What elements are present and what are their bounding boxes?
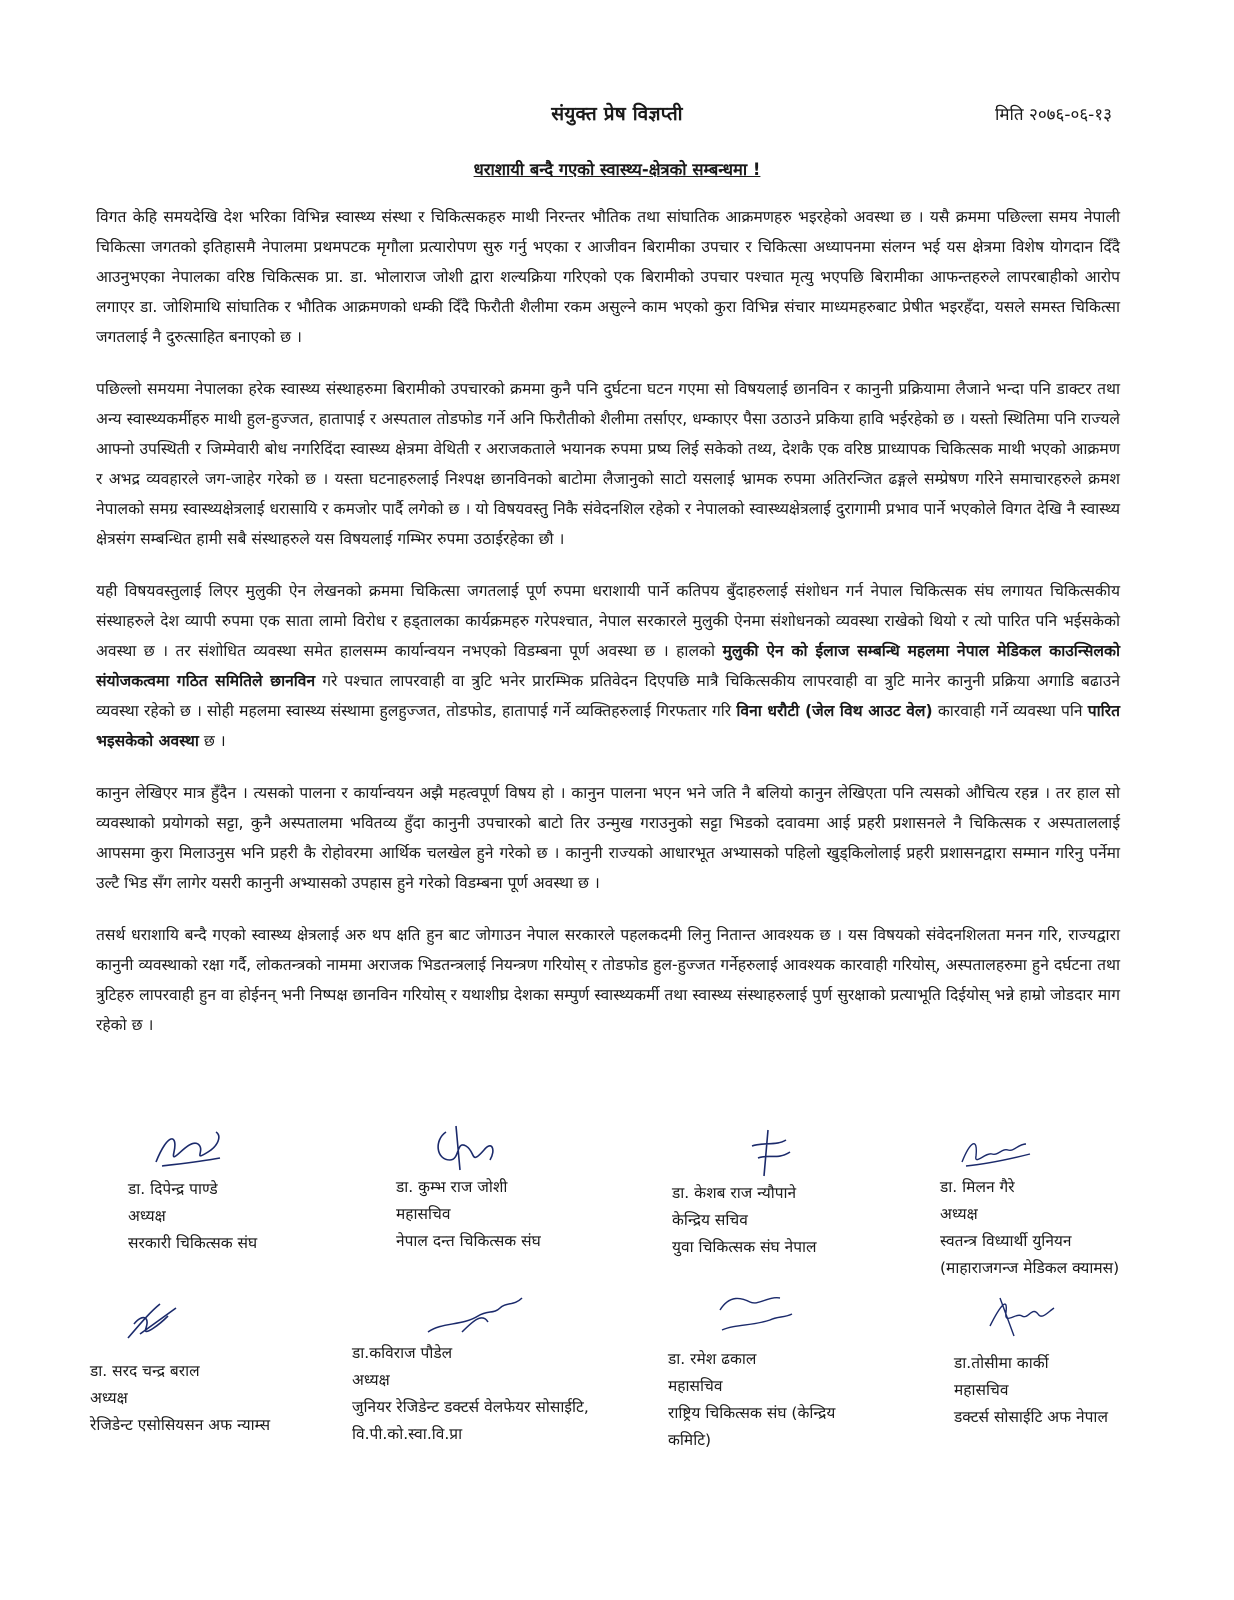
paragraph-3-part-g: छ ।	[203, 732, 226, 750]
signature-block-2	[396, 1118, 541, 1255]
signatory-role: महासचिव	[954, 1381, 1009, 1399]
signature-scribble	[120, 1294, 190, 1350]
signature-mark	[672, 1124, 817, 1180]
signature-mark	[940, 1118, 1119, 1174]
paragraph-3-part-a: यही विषयवस्तुलाई लिएर मुलुकी ऐन लेखनको क्रममा चिकित्सा जगतलाई पूर्ण रुपमा धराशायी पार्ने कतिपय बुँदाहरुलाई संशोधन गर्न नेपाल चिकित्सक संघ लगायत चिकित्सकीय संस्थाहरुले देश व्यापी रुपमा एक साता लामो विरोध र हड्तालका कार्यक्रमहरु गरेपश्चात, नेपाल सरकारले मुलुकी ऐनमा संशोधनको व्यवस्था राखेको थियो र त्यो पारित पनि भईसकेको अवस्था छ । तर संशोधित व्यवस्था समेत हालसम्म कार्यान्वयन नभएको विडम्बना पूर्ण अवस्था छ । हालको	[96, 582, 1120, 660]
paragraph-3-bold-3: पारित भइसकेको अवस्था	[96, 702, 1120, 750]
signature-scribble	[980, 1286, 1060, 1342]
signature-mark	[396, 1118, 541, 1174]
signatory-org-line-2: वि.पी.को.स्वा.वि.प्रा	[352, 1425, 463, 1443]
signature-block-6	[352, 1284, 589, 1448]
signatory-role: अध्यक्ष	[940, 1205, 978, 1223]
paragraph-5: तसर्थ धराशायि बन्दै गएको स्वास्थ्य क्षेत्रलाई अरु थप क्षति हुन बाट जोगाउन नेपाल सरकारले पहलकदमी लिनु नितान्त आवश्यक छ । यस विषयको संवेदनशिलता मनन गरि, राज्यद्वारा कानुनी व्यवस्थाको रक्षा गर्दै, लोकतन्त्रको नाममा अराजक भिडतन्त्रलाई नियन्त्रण गरियोस् र तोडफोड हुल-हुज्जत गर्नेहरुलाई आवश्यक कारवाही गरियोस्, अस्पतालहरुमा हुने दर्घटना तथा त्रुटिहरु लापरवाही हुन वा होईनन् भनी निष्पक्ष छानविन गरियोस् र यथाशीघ्र देशका सम्पुर्ण स्वास्थ्यकर्मी तथा स्वास्थ्य संस्थाहरुलाई पुर्ण सुरक्षाको प्रत्याभूति दिईयोस् भन्ने हाम्रो जोडदार माग रहेको छ ।	[96, 926, 1120, 1034]
signatory-name: डा. दिपेन्द्र पाण्डे	[128, 1180, 218, 1198]
signature-mark	[90, 1302, 270, 1358]
paragraph-2: पछिल्लो समयमा नेपालका हरेक स्वास्थ्य संस्थाहरुमा बिरामीको उपचारको क्रममा कुनै पनि दुर्घटना घटन गएमा सो विषयलाई छानविन र कानुनी प्रक्रियामा लैजाने भन्दा पनि डाक्टर तथा अन्य स्वास्थ्यकर्मीहरु माथी हुल-हुज्जत, हातापाई र अस्पताल तोडफोड गर्ने अनि फिरौतीको शैलीमा तर्साएर, धम्काएर पैसा उठाउने प्रकिया हावि भईरहेको छ । यस्तो स्थितिमा पनि राज्यले आफ्नो उपस्थिती र जिम्मेवारी बोध नगरिदिंदा स्वास्थ्य क्षेत्रमा वेथिती र अराजकताले भयानक रुपमा प्रष्य लिई सकेको तथ्य, देशकै एक वरिष्ठ प्राध्यापक चिकित्सक माथी भएको आक्रमण र अभद्र व्यवहारले जग-जाहेर गरेको छ । यस्ता घटनाहरुलाई निश्पक्ष छानविनको बाटोमा लैजानुको साटो यसलाई भ्रामक रुपमा अतिरन्जित ढङ्गले सम्प्रेषण गरिने समाचारहरुले क्रमश नेपालको समग्र स्वास्थ्यक्षेत्रलाई धरासायि र कमजोर पार्दै लगेको छ । यो विषयवस्तु निकै संवेदनशिल रहेको र नेपालको स्वास्थ्यक्षेत्रलाई दुरागामी प्रभाव पार्ने भएकोले विगत देखि नै स्वास्थ्य क्षेत्रसंग सम्बन्धित हामी सबै संस्थाहरुले यस विषयलाई गम्भिर रुपमा उठाईरहेका छौ ।	[96, 380, 1120, 548]
signature-block-5	[90, 1302, 270, 1439]
paragraph-3-part-e: कारवाही गर्ने व्यवस्था पनि	[937, 702, 1083, 720]
signature-scribble	[738, 1124, 808, 1180]
signature-scribble	[148, 1122, 228, 1178]
signature-mark	[352, 1284, 589, 1340]
document-date: मिति २०७६-०६-१३	[994, 105, 1112, 125]
signature-mark	[954, 1294, 1108, 1350]
signatory-org: स्वतन्त्र विध्यार्थी युनियन	[940, 1232, 1072, 1250]
signatory-role: अध्यक्ष	[128, 1207, 166, 1225]
subject-text: धराशायी बन्दै गएको स्वास्थ्य-क्षेत्रको सम्बन्धमा !	[473, 160, 761, 179]
signatory-name: डा.तोसीमा कार्की	[954, 1354, 1049, 1372]
signatory-name: डा. कुम्भ राज जोशी	[396, 1178, 508, 1196]
document-subject	[0, 157, 1234, 180]
signature-block-8	[954, 1294, 1108, 1431]
document-title: संयुक्त प्रेष विज्ञप्ती	[551, 103, 683, 125]
signature-scribble	[426, 1120, 506, 1176]
signatory-org: युवा चिकित्सक संघ नेपाल	[672, 1238, 817, 1256]
signatory-role: महासचिव	[396, 1205, 451, 1223]
signatory-name: डा. सरद चन्द्र बराल	[90, 1362, 200, 1380]
signature-mark	[668, 1290, 835, 1346]
signatory-name: डा. मिलन गैरे	[940, 1178, 1015, 1196]
signatory-role: महासचिव	[668, 1377, 723, 1395]
paragraph-3	[96, 576, 1120, 756]
signature-block-4	[940, 1118, 1119, 1282]
signatory-role: अध्यक्ष	[352, 1371, 390, 1389]
signatory-role: केन्द्रिय सचिव	[672, 1211, 748, 1229]
signatory-name: डा. केशब राज न्यौपाने	[672, 1184, 797, 1202]
signature-scribble	[422, 1292, 532, 1348]
signature-block-3	[672, 1124, 817, 1261]
signatory-name: डा.कविराज पौडेल	[352, 1344, 453, 1362]
signatory-org-line-2: कमिटि)	[668, 1431, 712, 1449]
signature-mark	[128, 1120, 257, 1176]
signatory-org-line-2: (माहाराजगन्ज मेडिकल क्यामस)	[940, 1259, 1120, 1277]
paragraph-3-bold-1: मुलुकी ऐन को ईलाज सम्बन्धि महलमा नेपाल मेडिकल काउन्सिलको संयोजकत्वमा गठित समितिले छानविन	[96, 642, 1120, 690]
document-body	[96, 202, 1120, 1062]
signatory-org: डक्टर्स सोसाईटि अफ नेपाल	[954, 1408, 1108, 1426]
signature-block-1	[128, 1120, 257, 1257]
paragraph-3-bold-2: विना धरौटी (जेल विथ आउट वेल)	[736, 702, 933, 720]
signature-scribble	[956, 1122, 1036, 1178]
signature-block-7	[668, 1290, 835, 1454]
signatory-org: नेपाल दन्त चिकित्सक संघ	[396, 1232, 541, 1250]
signatory-org: राष्ट्रिय चिकित्सक संघ (केन्द्रिय	[668, 1404, 836, 1422]
signatory-role: अध्यक्ष	[90, 1389, 128, 1407]
paragraph-3-part-c: गरे पश्चात लापरवाही वा त्रुटि भनेर प्रारम्भिक प्रतिवेदन दिएपछि मात्रै चिकित्सकीय लापरवाही वा त्रुटि मानेर कानुनी प्रक्रिया अगाडि बढाउने व्यवस्था रहेको छ । सोही महलमा स्वास्थ्य संस्थामा हुलहुज्जत, तोडफोड, हातापाई गर्ने व्यक्तिहरुलाई गिरफतार गरि	[96, 672, 1120, 720]
signatory-org: जुनियर रेजिडेन्ट डक्टर्स वेलफेयर सोसाईटि,	[352, 1398, 589, 1416]
signature-scribble	[712, 1284, 802, 1340]
signatory-org: रेजिडेन्ट एसोसियसन अफ न्याम्स	[90, 1416, 271, 1434]
signatory-org: सरकारी चिकित्सक संघ	[128, 1234, 258, 1252]
paragraph-1: विगत केहि समयदेखि देश भरिका विभिन्न स्वास्थ्य संस्था र चिकित्सकहरु माथी निरन्तर भौतिक तथा सांघातिक आक्रमणहरु भइरहेको अवस्था छ । यसै क्रममा पछिल्ला समय नेपाली चिकित्सा जगतको इतिहासमै नेपालमा प्रथमपटक मृगौला प्रत्यारोपण सुरु गर्नु भएका र आजीवन बिरामीका उपचार र चिकित्सा अध्यापनमा संलग्न भई यस क्षेत्रमा विशेष योगदान दिँदै आउनुभएका नेपालका वरिष्ठ चिकित्सक प्रा. डा. भोलाराज जोशी द्वारा शल्यक्रिया गरिएको एक बिरामीको उपचार पश्चात मृत्यु भएपछि बिरामीका आफन्तहरुले लापरबाहीको आरोप लगाएर डा. जोशिमाथि सांघातिक र भौतिक आक्रमणको धम्की दिँदै फिरौती शैलीमा रकम असुल्ने काम भएको कुरा विभिन्न संचार माध्यमहरुबाट प्रेषीत भइरहँदा, यसले समस्त चिकित्सा जगतलाई नै दुरुत्साहित बनाएको छ ।	[96, 208, 1120, 346]
paragraph-4: कानुन लेखिएर मात्र हुँदैन । त्यसको पालना र कार्यान्वयन अझै महत्वपूर्ण विषय हो । कानुन पालना भएन भने जति नै बलियो कानुन लेखिएता पनि त्यसको औचित्य रहन्न । तर हाल सो व्यवस्थाको प्रयोगको सट्टा, कुनै अस्पतालमा भवितव्य हुँदा कानुनी उपचारको बाटो तिर उन्मुख गराउनुको सट्टा भिडको दवावमा आई प्रहरी प्रशासनले नै चिकित्सक र अस्पताललाई आपसमा कुरा मिलाउनुस भनि प्रहरी कै रोहोवरमा आर्थिक चलखेल हुने गरेको छ । कानुनी राज्यको आधारभूत अभ्यासको पहिलो खुड्किलोलाई प्रहरी प्रशासनद्वारा सम्मान गरिनु पर्नेमा उल्टै भिड सँग लागेर यसरी कानुनी अभ्यासको उपहास हुने गरेको विडम्बना पूर्ण अवस्था छ ।	[96, 784, 1120, 892]
signatory-name: डा. रमेश ढकाल	[668, 1350, 757, 1368]
